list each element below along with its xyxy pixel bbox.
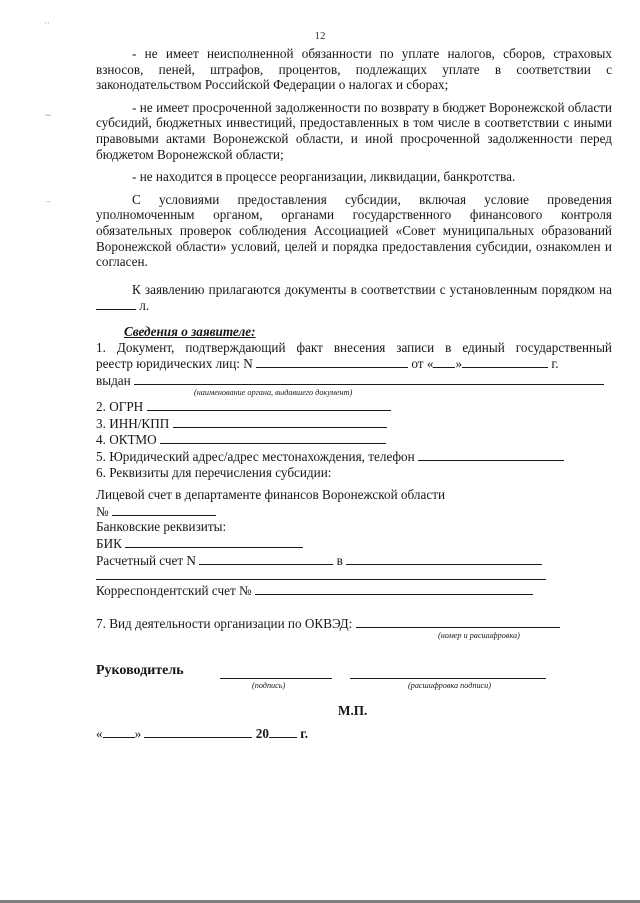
- correspondent-account-row: [96, 582, 612, 599]
- date-day-field[interactable]: [103, 725, 135, 738]
- bik-row: [96, 535, 612, 552]
- paragraph-conditions: С условиями предоставления субсидии, включая условие проведения уполномоченным органом, органами государственного финансового контроля обязательных проверок соблюдения Ассоциацией «Совет муниципальных образований Воронежской области» условий, целей и порядка предоставления субсидии, ознакомлен и согласен.: [96, 191, 612, 270]
- settlement-account-label: Расчетный счет N: [96, 552, 196, 568]
- attachments-suffix: л.: [139, 298, 150, 314]
- registry-number-field[interactable]: [256, 355, 408, 368]
- signature-caption: (подпись): [252, 681, 286, 691]
- registry-day-field[interactable]: [433, 355, 455, 368]
- item1-issued-label: выдан: [96, 372, 131, 388]
- attachments-pages-field[interactable]: [96, 297, 136, 310]
- item1-quote-close: »: [455, 356, 463, 372]
- personal-account-field[interactable]: [112, 503, 216, 516]
- bik-field[interactable]: [125, 535, 303, 548]
- stamp-label: М.П.: [338, 703, 368, 719]
- oktmo-row: [96, 431, 612, 448]
- item1-line2: [96, 355, 612, 372]
- item1-caption: (наименование органа, выдавшего документ): [194, 388, 353, 398]
- okved-caption: (номер и расшифровка): [438, 631, 520, 641]
- bank-name-field[interactable]: [346, 552, 542, 565]
- paragraph-no-overdue-debt: - не имеет просроченной задолженности по возврату в бюджет Воронежской области субсидий, бюджетных инвестиций, предоставленных в том числе в соответствии с иными правовыми актами Воронежской области, и иной просроченной задолженности перед бюджетом Воронежской области;: [96, 99, 612, 162]
- item1-from-label: от «: [411, 356, 434, 372]
- address-label: 5. Юридический адрес/адрес местонахождения, телефон: [96, 449, 415, 465]
- paragraph-no-tax-debt: - не имеет неисполненной обязанности по уплате налогов, сборов, страховых взносов, пеней, штрафов, процентов, подлежащих уплате в соответствии с законодательством Российской Федерации о налогах и сборах;: [96, 46, 612, 93]
- personal-account-number-row: [96, 503, 612, 520]
- attachments-text: К заявлению прилагаются документы в соответствии с установленным порядком на: [132, 281, 612, 297]
- scan-speck: –: [46, 197, 51, 207]
- inn-kpp-label: 3. ИНН/КПП: [96, 415, 170, 431]
- correspondent-account-label: Корреспондентский счет №: [96, 583, 252, 599]
- applicant-section-title: Сведения о заявителе:: [124, 323, 256, 339]
- item1-year-suffix: г.: [551, 356, 559, 372]
- registry-month-field[interactable]: [462, 355, 548, 368]
- ogrn-row: [96, 398, 612, 415]
- issued-by-field[interactable]: [134, 372, 604, 385]
- item1-line1: 1. Документ, подтверждающий факт внесения записи в единый государственный: [96, 339, 612, 355]
- inn-kpp-row: [96, 415, 612, 432]
- paragraph-attachments: [96, 282, 612, 314]
- document-body: [96, 46, 612, 742]
- signature-row: [96, 663, 612, 681]
- signature-field[interactable]: [220, 666, 332, 679]
- date-open-quote: «: [96, 726, 103, 741]
- correspondent-account-field[interactable]: [255, 582, 533, 595]
- date-month-field[interactable]: [144, 725, 252, 738]
- date-year-field[interactable]: [269, 725, 297, 738]
- settlement-account-field[interactable]: [199, 552, 333, 565]
- signature-captions: [96, 681, 612, 693]
- okved-row: [96, 615, 612, 632]
- bank-name-continuation-field[interactable]: [96, 568, 546, 580]
- personal-account-row: Лицевой счет в департаменте финансов Воронежской области: [96, 487, 446, 503]
- head-label: Руководитель: [96, 663, 184, 679]
- item1-registry-label: реестр юридических лиц: N: [96, 356, 253, 372]
- decode-caption: (расшифровка подписи): [408, 681, 492, 691]
- inn-kpp-field[interactable]: [173, 415, 387, 428]
- oktmo-label: 4. ОКТМО: [96, 432, 157, 448]
- date-close-quote: »: [134, 726, 142, 741]
- in-bank-label: в: [336, 552, 343, 568]
- bik-label: БИК: [96, 536, 122, 552]
- ogrn-field[interactable]: [147, 398, 391, 411]
- date-year-suffix: г.: [300, 726, 309, 741]
- page-number: 12: [314, 30, 326, 42]
- scan-speck: ··: [44, 19, 50, 29]
- date-row: [96, 725, 612, 742]
- date-year-prefix: 20: [255, 726, 269, 741]
- item1-issued-row: [96, 372, 612, 389]
- signature-decode-field[interactable]: [350, 666, 546, 679]
- scan-speck: ~: [44, 111, 52, 121]
- okved-field[interactable]: [356, 615, 560, 628]
- address-row: [96, 448, 612, 465]
- address-phone-field[interactable]: [418, 448, 564, 461]
- number-sign: №: [96, 503, 109, 519]
- requisites-row: 6. Реквизиты для перечисления субсидии:: [96, 464, 332, 480]
- okved-label: 7. Вид деятельности организации по ОКВЭД:: [96, 615, 353, 631]
- bank-details-row: Банковские реквизиты:: [96, 519, 227, 535]
- settlement-account-row: [96, 552, 612, 569]
- oktmo-field[interactable]: [160, 431, 386, 444]
- ogrn-label: 2. ОГРН: [96, 399, 144, 415]
- paragraph-no-liquidation: - не находится в процессе реорганизации, ликвидации, банкротства.: [132, 169, 516, 185]
